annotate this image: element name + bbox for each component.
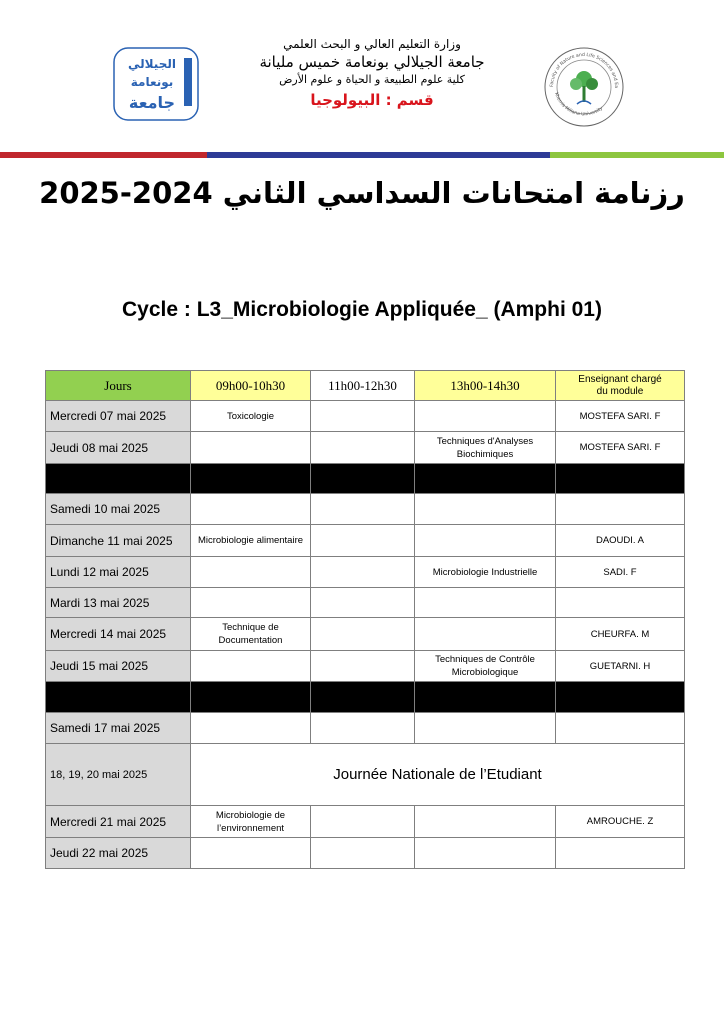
faculty-name: كلية علوم الطبيعة و الحياة و علوم الأرض xyxy=(279,73,465,86)
teacher-name: CHEURFA. M xyxy=(556,618,685,651)
slot-3-module: Techniques d'Analyses Biochimiques xyxy=(415,432,556,464)
university-name: جامعة الجيلالي بونعامة خميس مليانة xyxy=(259,53,485,71)
row-day: Mardi 13 mai 2025 xyxy=(46,588,191,618)
slot-2-module xyxy=(311,525,415,557)
event-days: 18, 19, 20 mai 2025 xyxy=(46,744,191,806)
left-logo-word-2: بونعامة xyxy=(130,75,174,89)
table-row xyxy=(46,713,685,744)
table-row xyxy=(46,557,685,588)
slot-1-module: Toxicologie xyxy=(191,401,311,432)
header-color-bar xyxy=(0,152,724,158)
teacher-name xyxy=(556,838,685,869)
table-row xyxy=(46,494,685,525)
teacher-name xyxy=(556,713,685,744)
slot-1-module: Microbiologie alimentaire xyxy=(191,525,311,557)
table-row xyxy=(46,838,685,869)
table-row xyxy=(46,525,685,557)
slot-1-module: Technique de Documentation xyxy=(191,618,311,651)
right-logo-ring-bottom: Khemis Miliana University xyxy=(553,92,605,118)
slot-2-module xyxy=(311,838,415,869)
slot-2-module xyxy=(311,401,415,432)
table-row xyxy=(46,618,685,651)
slot-2-module xyxy=(311,713,415,744)
row-day: Jeudi 15 mai 2025 xyxy=(46,651,191,682)
faculty-logo-right xyxy=(543,46,625,128)
left-logo-word-1: الجيلالي xyxy=(128,57,176,71)
table-row xyxy=(46,806,685,838)
slot-1-module xyxy=(191,494,311,525)
svg-text:Khemis Miliana University xyxy=(553,92,604,118)
teacher-name: SADI. F xyxy=(556,557,685,588)
university-logo-left xyxy=(112,46,200,122)
teacher-name: MOSTEFA SARI. F xyxy=(556,432,685,464)
slot-2-module xyxy=(311,432,415,464)
header-slot-2: 11h00-12h30 xyxy=(311,371,415,401)
slot-3-module xyxy=(415,618,556,651)
table-row xyxy=(46,401,685,432)
row-day: Mercredi 07 mai 2025 xyxy=(46,401,191,432)
header-teacher-line2: du module xyxy=(596,385,644,397)
slot-1-module xyxy=(191,713,311,744)
header-days: Jours xyxy=(46,371,191,401)
table-row xyxy=(46,651,685,682)
slot-2-module xyxy=(311,651,415,682)
separator-row xyxy=(46,464,685,494)
row-day: Samedi 10 mai 2025 xyxy=(46,494,191,525)
ministry-name: وزارة التعليم العالي و البحث العلمي xyxy=(283,37,461,51)
header-slot-3: 13h00-14h30 xyxy=(415,371,556,401)
exam-schedule-table xyxy=(45,370,685,869)
row-day: Dimanche 11 mai 2025 xyxy=(46,525,191,557)
slot-3-module xyxy=(415,838,556,869)
slot-1-module: Microbiologie de l’environnement xyxy=(191,806,311,838)
slot-3-module xyxy=(415,494,556,525)
header-teacher-line1: Enseignant chargé xyxy=(578,373,662,385)
event-name: Journée Nationale de l’Etudiant xyxy=(191,744,685,806)
slot-2-module xyxy=(311,806,415,838)
row-day: Lundi 12 mai 2025 xyxy=(46,557,191,588)
slot-3-module xyxy=(415,525,556,557)
row-day: Jeudi 22 mai 2025 xyxy=(46,838,191,869)
department-name: قسم : البيولوجيا xyxy=(310,91,434,109)
teacher-name xyxy=(556,494,685,525)
header-teacher xyxy=(556,371,685,401)
event-row xyxy=(46,744,685,806)
slot-1-module xyxy=(191,432,311,464)
row-day: Jeudi 08 mai 2025 xyxy=(46,432,191,464)
left-logo-word-3: جامعة xyxy=(128,93,176,112)
teacher-name xyxy=(556,588,685,618)
institution-header xyxy=(200,36,544,112)
teacher-name: MOSTEFA SARI. F xyxy=(556,401,685,432)
row-day: Mercredi 14 mai 2025 xyxy=(46,618,191,651)
table-row xyxy=(46,588,685,618)
slot-3-module xyxy=(415,401,556,432)
slot-1-module xyxy=(191,651,311,682)
header-slot-1: 09h00-10h30 xyxy=(191,371,311,401)
slot-2-module xyxy=(311,588,415,618)
cycle-title: Cycle : L3_Microbiologie Appliquée_ (Amphi 01) xyxy=(122,298,602,321)
teacher-name: DAOUDI. A xyxy=(556,525,685,557)
slot-3-module: Techniques de Contrôle Microbiologique xyxy=(415,651,556,682)
slot-3-module xyxy=(415,806,556,838)
slot-1-module xyxy=(191,838,311,869)
slot-3-module xyxy=(415,713,556,744)
slot-3-module: Microbiologie Industrielle xyxy=(415,557,556,588)
slot-3-module xyxy=(415,588,556,618)
separator-row xyxy=(46,682,685,713)
table-row xyxy=(46,432,685,464)
right-logo-ring-top: Faculty of Nature and Life Sciences and Ea xyxy=(549,52,619,89)
row-day: Mercredi 21 mai 2025 xyxy=(46,806,191,838)
slot-1-module xyxy=(191,588,311,618)
slot-2-module xyxy=(311,494,415,525)
row-day: Samedi 17 mai 2025 xyxy=(46,713,191,744)
slot-1-module xyxy=(191,557,311,588)
teacher-name: AMROUCHE. Z xyxy=(556,806,685,838)
page-title: رزنامة امتحانات السداسي الثاني 2024-2025 xyxy=(39,176,685,210)
teacher-name: GUETARNI. H xyxy=(556,651,685,682)
slot-2-module xyxy=(311,618,415,651)
slot-2-module xyxy=(311,557,415,588)
